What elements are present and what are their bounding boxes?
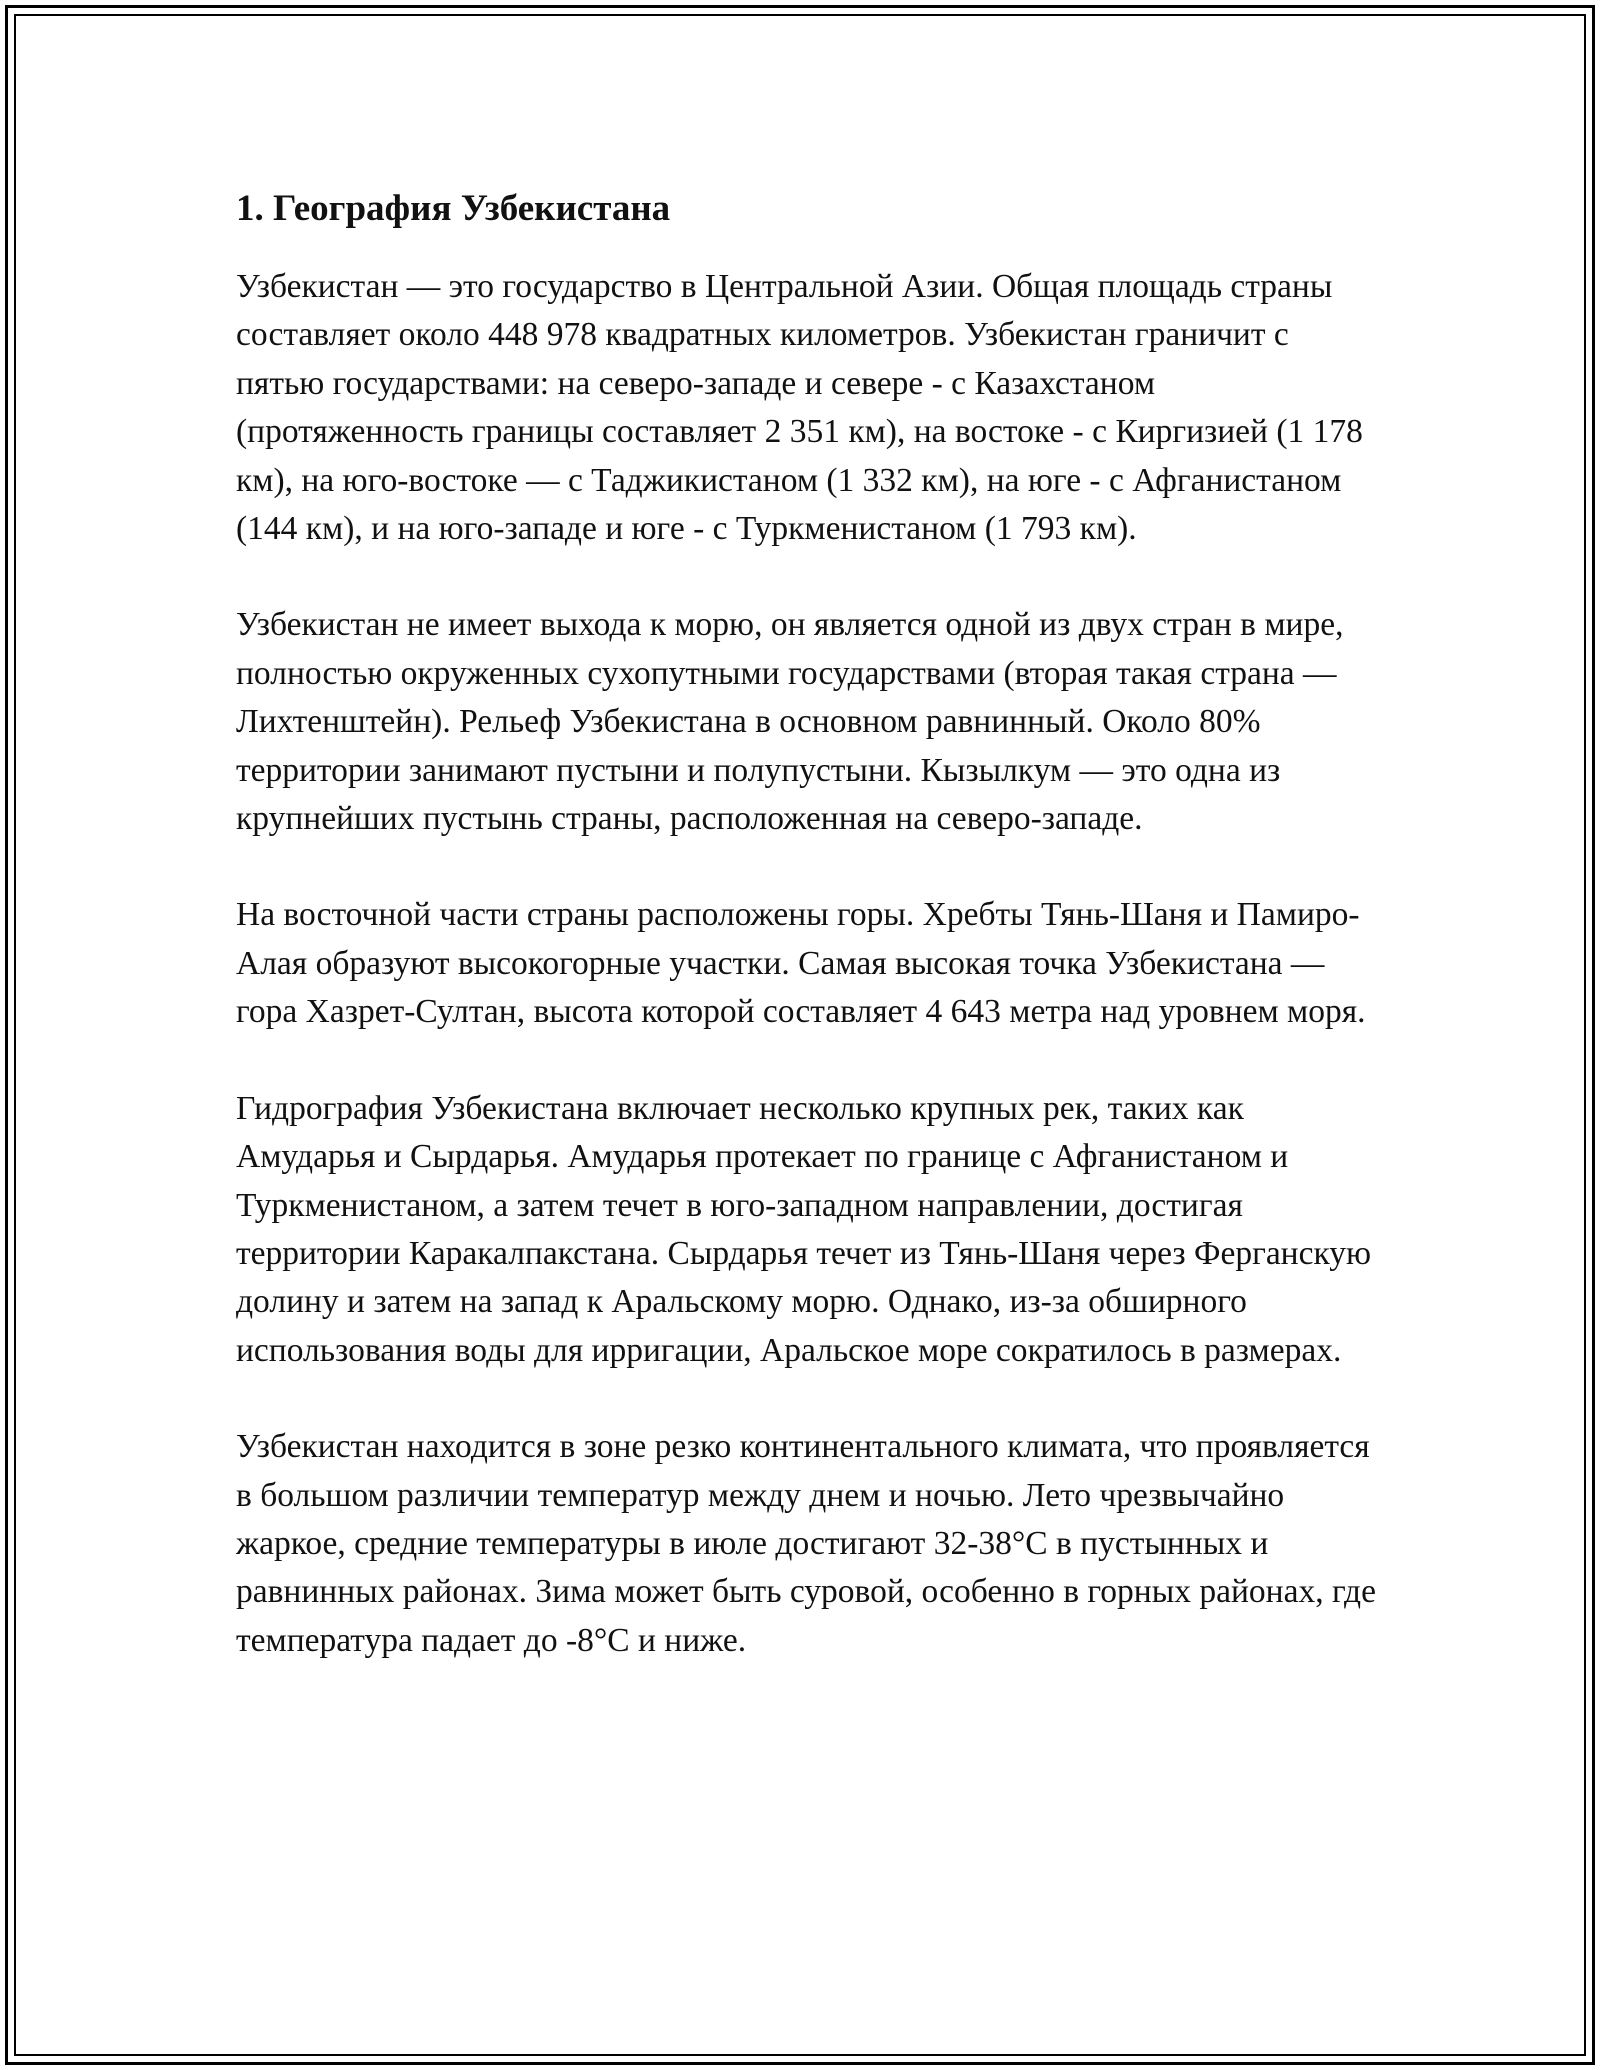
paragraph-mountains: На восточной части страны расположены горы. Хребты Тянь-Шаня и Памиро-Алая образуют высокогорные участки. Самая высокая точка Узбекистана — гора Хазрет-Султан, высота которой составляет 4 643 метра над уровнем моря.: [236, 896, 1366, 1031]
paragraph-climate: Узбекистан находится в зоне резко континентального климата, что проявляется в большом различии температур между днем и ночью. Лето чрезвычайно жаркое, средние температуры в июле достигают 32-38°C в пустынных и равнинных районах. Зима может быть суровой, особенно в горных районах, где температура падает до -8°C и ниже.: [236, 1428, 1376, 1659]
paragraph-borders: Узбекистан — это государство в Центральной Азии. Общая площадь страны составляет около 448 978 квадратных километров. Узбекистан граничит с пятью государствами: на северо-западе и севере - с Казахстаном (протяженность границы составляет 2 351 км), на востоке - с Киргизией (1 178 км), на юго-востоке — с Таджикистаном (1 332 км), на юге - с Афганистаном (144 км), и на юго-западе и юге - с Туркменистаном (1 793 км).: [236, 268, 1363, 548]
section-heading: 1. География Узбекистана: [236, 188, 671, 229]
document-body: [236, 183, 1376, 1713]
paragraph-hydrography: Гидрография Узбекистана включает несколько крупных рек, таких как Амударья и Сырдарья. Амударья протекает по границе с Афганистаном и Туркменистаном, а затем течет в юго-западном направлении, достигая территории Каракалпакстана. Сырдарья течет из Тянь-Шаня через Ферганскую долину и затем на запад к Аральскому морю. Однако, из-за обширного использования воды для ирригации, Аральское море сократилось в размерах.: [236, 1089, 1372, 1369]
paragraph-relief: Узбекистан не имеет выхода к морю, он является одной из двух стран в мире, полностью окруженных сухопутными государствами (вторая такая страна — Лихтенштейн). Рельеф Узбекистана в основном равнинный. Около 80% территории занимают пустыни и полупустыни. Кызылкум — это одна из крупнейших пустынь страны, расположенная на северо-западе.: [236, 606, 1344, 838]
